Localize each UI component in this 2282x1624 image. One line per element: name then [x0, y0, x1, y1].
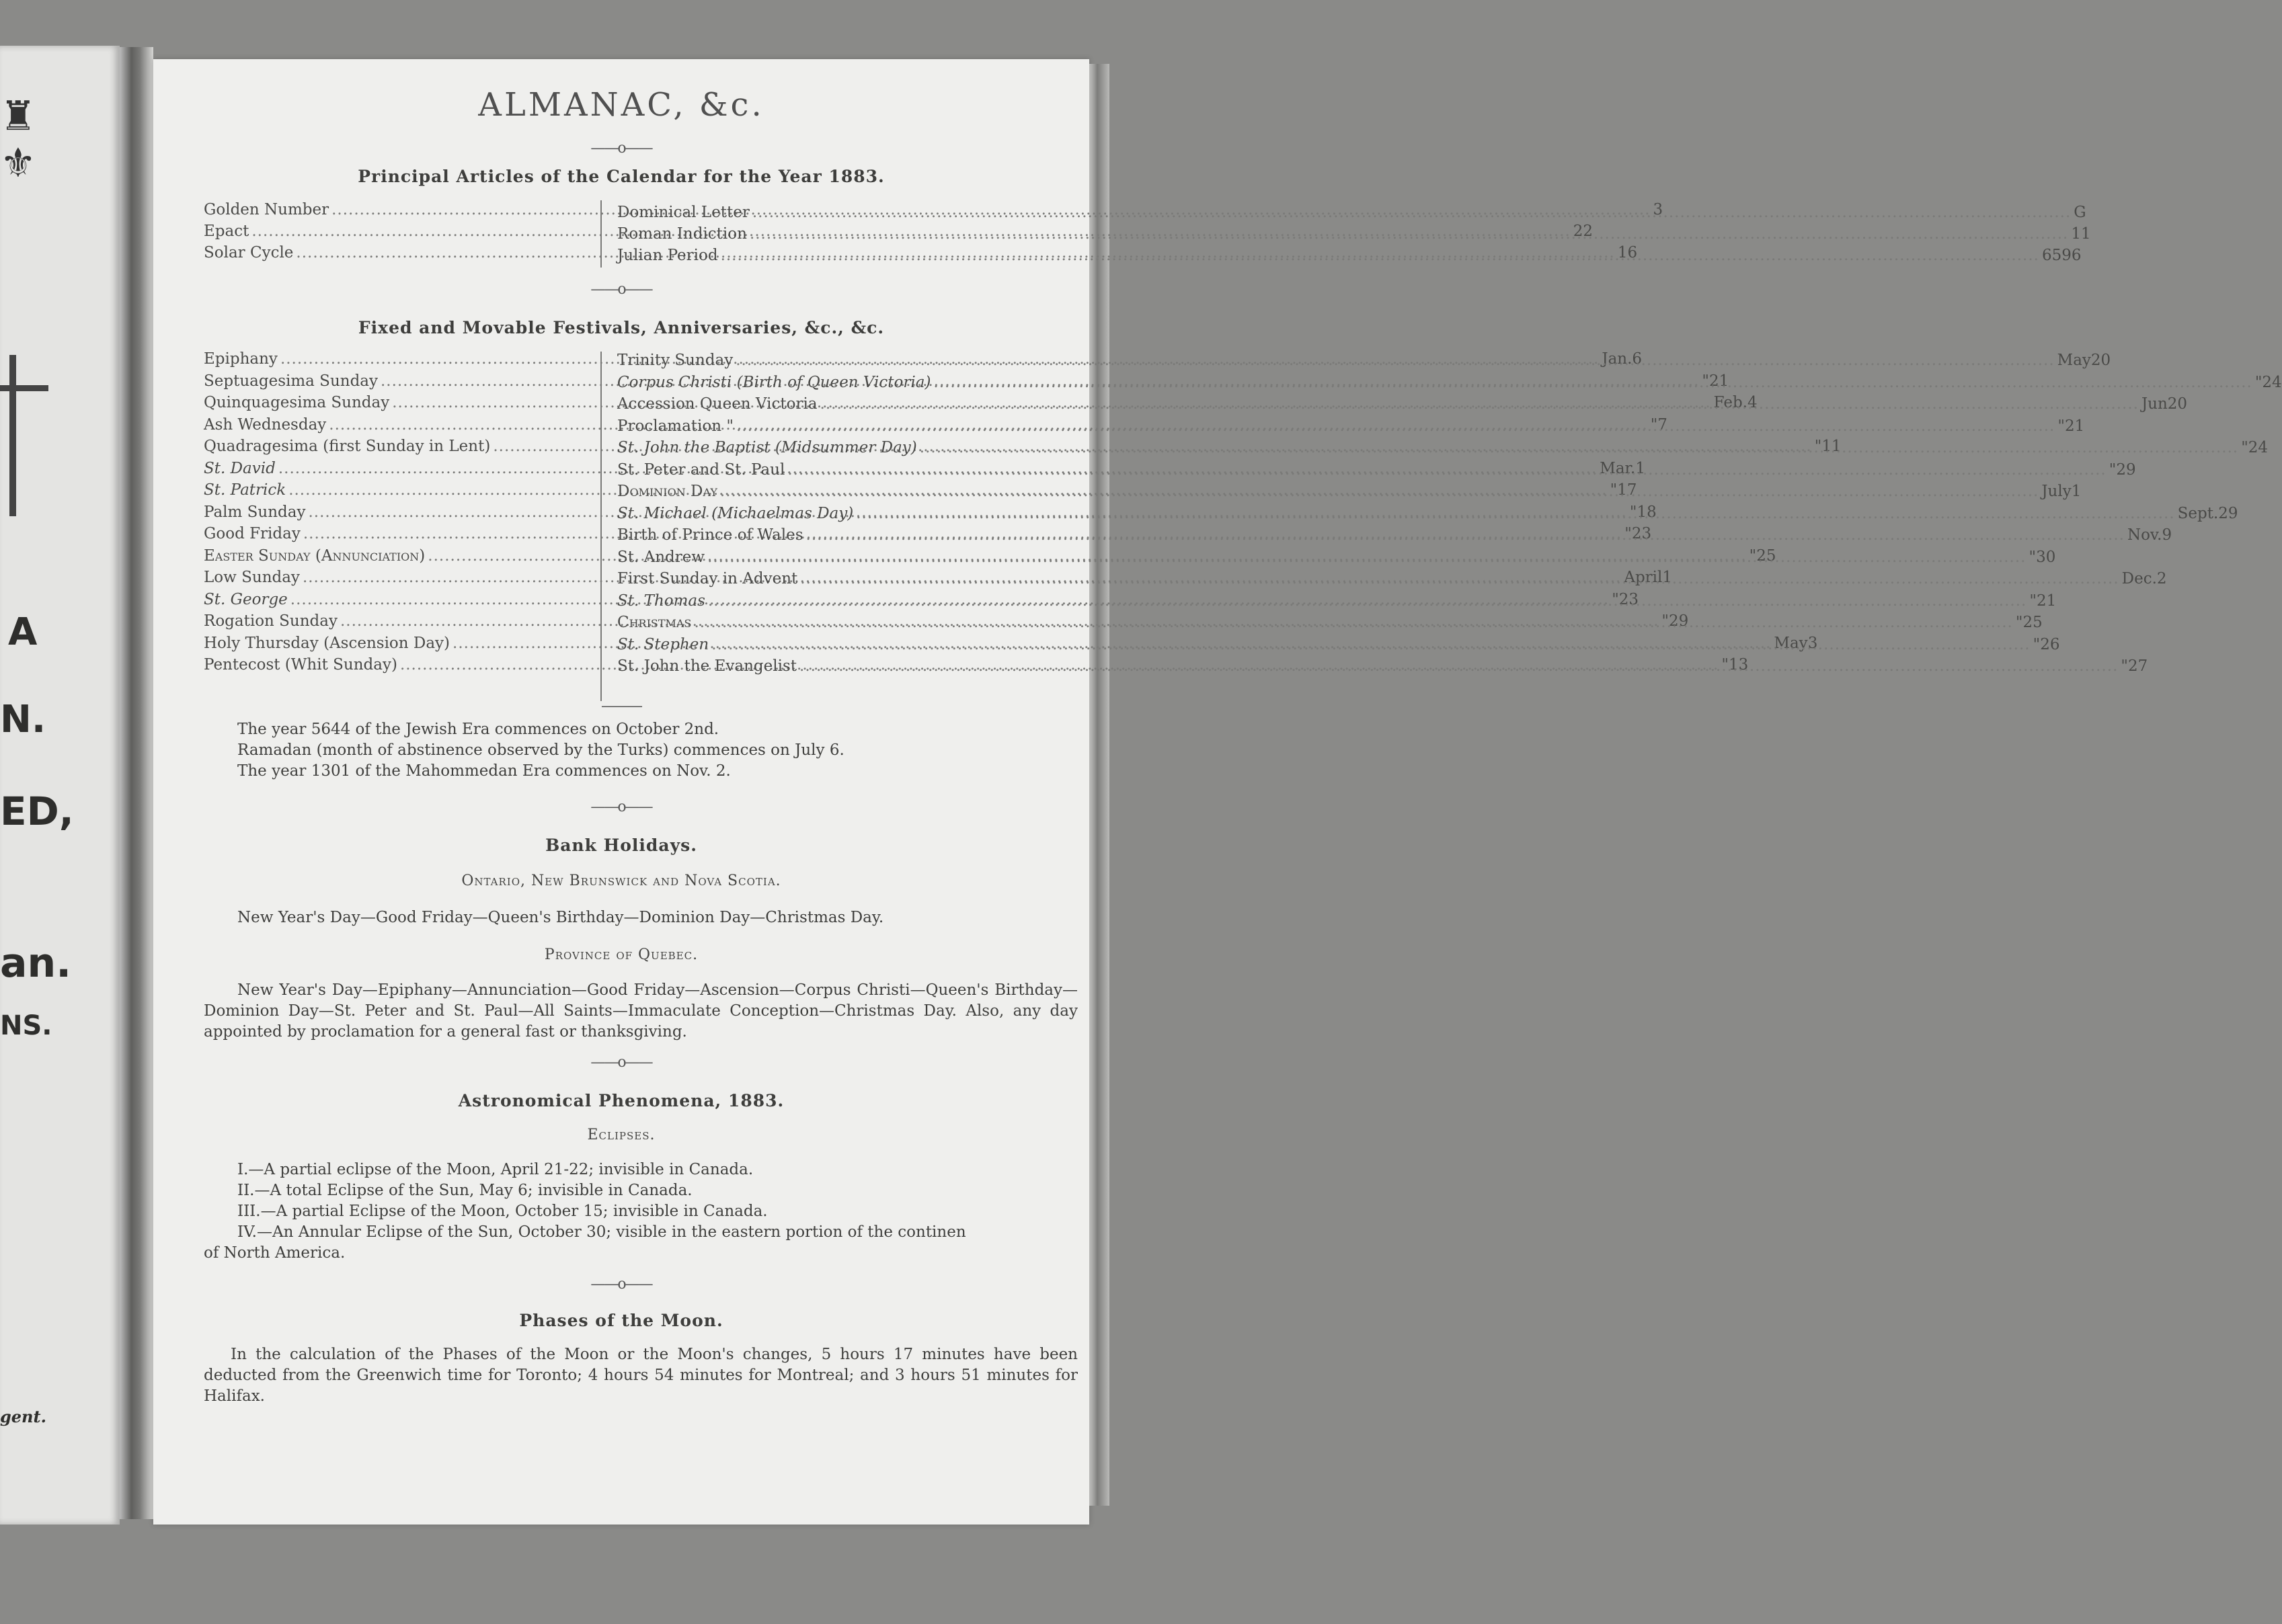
separator: ——o——	[590, 1276, 652, 1293]
festival-row: Birth of Prince of Wales ..... Nov. 9	[617, 524, 1152, 546]
era-line: The year 1301 of the Mahommedan Era commences on Nov. 2.	[237, 762, 731, 780]
ontario-heading: Ontario, New Brunswick and Nova Scotia.	[461, 872, 781, 889]
separator: ——o——	[590, 140, 652, 157]
festival-row: Dominion Day ..... July 1	[617, 481, 1152, 502]
calendar-row: Solar Cycle ..... 16	[204, 242, 587, 263]
left-fragment-text: an.	[0, 940, 71, 987]
festival-row: St. David ..... Mar. 1	[204, 458, 587, 479]
eclipse-item: IV.—An Annular Eclipse of the Sun, October 30; visible in the eastern portion of the continen	[237, 1223, 966, 1241]
eclipse-item: III.—A partial Eclipse of the Moon, October 15; invisible in Canada.	[237, 1203, 768, 1220]
festival-row: Palm Sunday ..... " 18	[204, 501, 587, 523]
festival-row: St. John the Baptist (Midsummer Day) ..... " 24	[617, 437, 1152, 458]
festival-row: St. Michael (Michaelmas Day) ..... Sept. 29	[617, 503, 1152, 524]
eclipse-item: of North America.	[204, 1244, 346, 1262]
bank-holidays-heading: Bank Holidays.	[545, 836, 697, 855]
festival-row: Holy Thursday (Ascension Day) ..... May 3	[204, 633, 587, 654]
festival-row: Rogation Sunday ..... " 29	[204, 610, 587, 632]
eclipse-item: I.—A partial eclipse of the Moon, April 21-22; invisible in Canada.	[237, 1161, 754, 1178]
calendar-row: Roman Indiction ..... 11	[617, 223, 1152, 245]
festival-row: St. John the Evangelist ..... " 27	[617, 655, 1152, 677]
page-title: ALMANAC, &c.	[478, 86, 764, 124]
festival-row: Proclamation " ..... " 21	[617, 415, 1152, 437]
festival-row: Low Sunday ..... April 1	[204, 567, 587, 588]
eclipse-item: II.—A total Eclipse of the Sun, May 6; invisible in Canada.	[237, 1182, 693, 1199]
left-fragment-text: A	[8, 610, 38, 654]
book-gutter	[120, 47, 153, 1519]
era-line: The year 5644 of the Jewish Era commences on October 2nd.	[237, 721, 719, 738]
page-edge	[1089, 64, 1109, 1506]
cross-icon-vertical	[9, 355, 16, 516]
separator: ——o——	[590, 281, 652, 298]
cross-icon-horizontal	[0, 385, 48, 391]
quebec-heading: Province of Quebec.	[544, 946, 699, 963]
festival-row: Quinquagesima Sunday ..... Feb. 4	[204, 392, 587, 413]
festival-row: Accession Queen Victoria ..... Jun 20	[617, 393, 1152, 415]
left-fragment-text: ED,	[0, 788, 74, 834]
ontario-holidays: New Year's Day—Good Friday—Queen's Birthday—Dominion Day—Christmas Day.	[237, 909, 884, 926]
festival-row: St. Peter and St. Paul ..... " 29	[617, 459, 1152, 481]
separator: ——o——	[590, 799, 652, 815]
festival-row: Easter Sunday (Annunciation) ..... " 25	[204, 545, 587, 567]
calendar-row: Dominical Letter ..... G	[617, 202, 1152, 223]
calendar-row: Golden Number ..... 3	[204, 199, 587, 220]
festival-row: Epiphany ..... Jan. 6	[204, 348, 587, 370]
festival-row: Quadragesima (first Sunday in Lent) ..... " 11	[204, 436, 587, 457]
festival-row: First Sunday in Advent ..... Dec. 2	[617, 568, 1152, 590]
separator: ——o——	[590, 1054, 652, 1071]
festival-row: St. Andrew ..... " 30	[617, 546, 1152, 568]
left-fragment-text: gent.	[0, 1407, 46, 1426]
festival-row: St. Stephen ..... " 26	[617, 634, 1152, 655]
quebec-holidays: New Year's Day—Epiphany—Annunciation—Good Friday—Ascension—Corpus Christi—Queen's Birthday—Dominion Day—St. Peter and St. Paul—All Saints—Immaculate Conception—Christmas Day. Also, any day appointed by proclamation for a general fast or thanksgiving.	[204, 981, 1078, 1041]
almanac-page	[153, 59, 2282, 1525]
astronomical-heading: Astronomical Phenomena, 1883.	[458, 1091, 785, 1110]
separator-line: ———	[601, 698, 641, 715]
festival-row: Pentecost (Whit Sunday) ..... " 13	[204, 654, 587, 676]
festival-row: Ash Wednesday ..... " 7	[204, 414, 587, 436]
festival-row: Good Friday ..... " 23	[204, 523, 587, 544]
calendar-row: Julian Period ..... 6596	[617, 245, 1152, 266]
eclipses-heading: Eclipses.	[587, 1127, 656, 1143]
left-fragment-text: N.	[0, 698, 46, 741]
festival-row: Christmas ..... " 25	[617, 612, 1152, 633]
festivals-heading: Fixed and Movable Festivals, Anniversaries, &c., &c.	[358, 318, 885, 337]
festival-row: Trinity Sunday ..... May 20	[617, 350, 1152, 371]
moon-text: In the calculation of the Phases of the Moon or the Moon's changes, 5 hours 17 minutes have been deducted from the Greenwich time for Toronto; 4 hours 54 minutes for Montreal; and 3 hours 51 minutes for Halifax.	[204, 1346, 1078, 1405]
calendar-heading: Principal Articles of the Calendar for the Year 1883.	[358, 167, 885, 186]
calendar-row: Epact ..... 22	[204, 220, 587, 242]
festival-row: Corpus Christi (Birth of Queen Victoria) ..... " 24	[617, 372, 1152, 393]
festival-row: St. Patrick ..... " 17	[204, 479, 587, 501]
left-page-fragment	[0, 46, 120, 1525]
moon-heading: Phases of the Moon.	[519, 1311, 723, 1330]
ornament-decoration: ♜ ⚜	[0, 93, 36, 187]
left-fragment-text: NS.	[0, 1010, 52, 1041]
era-line: Ramadan (month of abstinence observed by the Turks) commences on July 6.	[237, 741, 844, 759]
festival-row: St. Thomas ..... " 21	[617, 590, 1152, 612]
festival-row: St. George ..... " 23	[204, 589, 587, 610]
festival-row: Septuagesima Sunday ..... " 21	[204, 370, 587, 392]
